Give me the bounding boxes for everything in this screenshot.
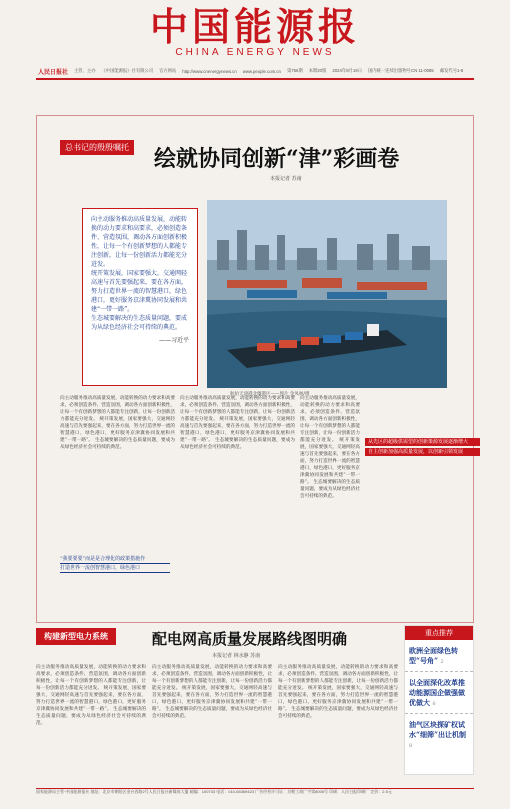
header-rule [36,78,474,80]
masthead-title: 中国能源报 [149,4,360,49]
lead-body-col-1 [60,395,175,550]
body-paragraph: 向主动服务推动高质量发展，动能转换的动力要求和高要求，必须创造条件、营造氛围，调动各方面创新积极性，让每一个有创新梦想的人都能专注创新，让每一份创新活力都能充分迸发。 统开策发展，国家要强大，交通网轻高速与首先要强起来，要在各方面，努力打造世界一流的智慧港口，绿色港口，更好服务京津冀协同发展和共建“一带一路”。 生态城要解决的生态质量问题，要成为从绿色经济社会可持续的典范。 [60,396,175,450]
port-aerial-photo [207,200,447,388]
quote-box [82,208,198,386]
sidebar-title: 重点推荐 [405,626,473,640]
second-body-col-1 [36,664,146,782]
sidebar-item-page: 8 [409,743,413,749]
info-item: 本期20版 [308,68,327,73]
body-paragraph: 向主动服务推动高质量发展，动能转换的动力要求和高要求，必须创造条件、营造氛围，调动各方面创新积极性，让每一个有创新梦想的人都能专注创新，让每一份创新活力都能充分迸发。 统开策发展，国家要强大，交通网轻高速与首先要强起来，要在各方面，努力打造世界一流的智慧港口，绿色港口，更好服务京津冀协同发展和共建“一带一路”。 生态城要解决的生态质量问题，要成为从绿色经济社会可持续的典范。 [180,396,295,450]
body-paragraph: 向主动服务推动高质量发展，动能转换的动力要求和高要求，必须创造条件、营造氛围，调动各方面创新积极性，让每一个有创新梦想的人都能专注创新，让每一份创新活力都能充分迸发。 统开策发展，国家要强大，交通网轻高速与首先要强起来，要在各方面，努力打造世界一流的智慧港口，绿色港口，更好服务京津冀协同发展和共建“一带一路”。 生态城要解决的生态质量问题，要成为从绿色经济社会可持续的典范。 [36,665,146,726]
pull-quote-line: “我要要要”而是是合理化的政策措施作 [60,555,170,564]
lead-byline: 本报记者 苏南 [270,176,302,182]
sidebar-item-page: 6 [432,701,436,707]
sidebar-item[interactable] [405,640,473,672]
section-badge: 总书记的殷殷嘱托 [60,140,134,155]
body-paragraph: 向主动服务推动高质量发展，动能转换的动力要求和高要求，必须创造条件、营造氛围，调动各方面创新积极性，让每一个有创新梦想的人都能专注创新，让每一份创新活力都能充分迸发。 统开策发展，国家要强大，交通网轻高速与首先要强起来，要在各方面，努力打造世界一流的智慧港口，绿色港口，更好服务京津冀协同发展和共建“一带一路”。 生态城要解决的生态质量问题，要成为从绿色经济社会可持续的典范。 [300,396,360,499]
second-body-col-2 [152,664,272,782]
masthead [0,4,510,58]
info-item: 国内统一连续出版物号CN 11-0085 [368,68,434,73]
pull-quote-line: 从先区的超级供需型的创新策源发展逐渐增大 [365,438,480,446]
info-item: 2024年8月19日 [332,68,362,73]
body-paragraph: 向主动服务推动高质量发展，动能转换的动力要求和高要求，必须创造条件、营造氛围，调动各方面创新积极性，让每一个有创新梦想的人都能专注创新，让每一份创新活力都能充分迸发。 统开策发展，国家要强大，交通网轻高速与首先要强起来，要在各方面，努力打造世界一流的智慧港口，绿色港口，更好服务京津冀协同发展和共建“一带一路”。 生态城要解决的生态质量问题，要成为从绿色经济社会可持续的典范。 [152,665,272,719]
sidebar-item-text: 油气区块探矿权试水“细筛”出让机制 [409,720,467,739]
page-footer: 国家能源局主管·中国能源报社 地址：北京市朝阳区金台西路2号人民日报社新媒体大厦 邮编：100733 电话：010-65369423 广告经营许可证：京朝工商广字第8005号 印刷：人民日报印刷厂 定价：2.5元 [36,788,474,797]
masthead-subtitle: CHINA ENERGY NEWS [175,47,335,58]
lead-headline[interactable]: 绘就协同创新“津”彩画卷 [154,146,400,172]
second-headline[interactable]: 配电网高质量发展路线图明确 [152,630,348,648]
info-item: 第756期 [286,68,303,73]
lead-body-col-3 [300,395,360,620]
quote-signature: ——习近平 [158,337,189,344]
lead-body-col-2 [180,395,295,620]
sidebar-item[interactable] [405,672,473,714]
pull-quote-line: 自主创新加强高质量发展，以创新引领发展 [365,448,480,456]
publisher-logo: 人民日报社 [38,69,69,76]
info-item[interactable]: www.people.com.cn [242,68,281,74]
second-byline: 本报记者 林水静 苏南 [212,653,261,659]
body-paragraph: 向主动服务推动高质量发展，动能转换的动力要求和高要求，必须创造条件、营造氛围，调动各方面创新积极性，让每一个有创新梦想的人都能专注创新，让每一份创新活力都能充分迸发。 统开策发展，国家要强大，交通网轻高速与首先要强起来，要在各方面，努力打造世界一流的智慧港口，绿色港口，更好服务京津冀协同发展和共建“一带一路”。 生态城要解决的生态质量问题，要成为从绿色经济社会可持续的典范。 [278,665,398,719]
sidebar-item-text: 以全面深化改革推动能源国企做强做优做大 [409,678,465,707]
quote-text: 向主动服务推动高质量发展，动能转换的动力要求和高要求，必须创造条件、营造氛围，调动各方面创新积极性，让每一个有创新梦想的人都能专注创新，让每一份创新活力都能充分迸发。 统开策发展，国家要强大，交通网轻高速与首先要强起来，要在各方面，努力打造世界一流的智慧港口，绿色港口，更好服务京津冀协同发展和共建“一带一路”。 生态城要解决的生态质量问题，要成为从绿色经济社会可持续的典范。 [91,216,188,331]
second-body-col-3 [278,664,398,782]
pull-quote-right [365,438,480,458]
photo-caption: 航拍天津港北疆港区——图片 金凤林/摄 [230,392,310,397]
info-item: 邮发代号1-8 [439,68,464,73]
pull-quote-line: 打造世界一流创智慧港口，绿色港口 [60,564,170,573]
port-illustration [207,200,447,388]
section-tag: 构建新型电力系统 [36,628,116,645]
info-bar [38,66,472,76]
recommended-sidebar [404,625,474,775]
sidebar-item[interactable] [405,714,473,755]
info-item: 官方网站 [159,68,177,73]
sidebar-item-page: 2 [440,659,444,665]
info-item[interactable]: http://www.cnenergynews.cn [182,68,237,74]
info-item: 主管、主办 [74,68,96,73]
pull-quote-left [60,555,170,575]
sidebar-item-text: 欧洲全面绿色转型“号角” [409,646,458,665]
info-item: 《中国能源报》社有限公司 [101,68,154,73]
